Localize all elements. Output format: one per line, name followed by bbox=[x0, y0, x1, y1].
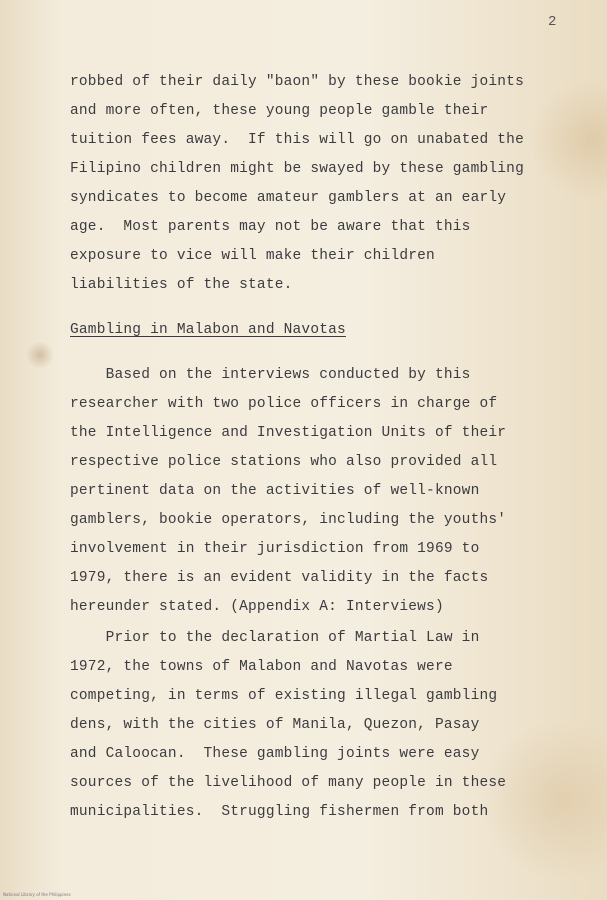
text-line: involvement in their jurisdiction from 1969 to bbox=[70, 541, 480, 557]
text-line: Based on the interviews conducted by this bbox=[70, 367, 471, 383]
text-line: tuition fees away. If this will go on unabated the bbox=[70, 132, 524, 148]
text-line: and Caloocan. These gambling joints were easy bbox=[70, 746, 480, 762]
text-line: 1979, there is an evident validity in the facts bbox=[70, 570, 489, 586]
text-line: dens, with the cities of Manila, Quezon, Pasay bbox=[70, 717, 480, 733]
text-line: municipalities. Struggling fishermen from both bbox=[70, 804, 489, 820]
text-line: sources of the livelihood of many people in these bbox=[70, 775, 507, 791]
text-line: exposure to vice will make their children bbox=[70, 248, 435, 264]
text-line: and more often, these young people gamble their bbox=[70, 103, 489, 119]
text-line: the Intelligence and Investigation Units of their bbox=[70, 425, 507, 441]
text-line: researcher with two police officers in charge of bbox=[70, 396, 498, 412]
section-heading: Gambling in Malabon and Navotas bbox=[70, 322, 346, 338]
text-line: gamblers, bookie operators, including the youths' bbox=[70, 512, 507, 528]
text-line: pertinent data on the activities of well-known bbox=[70, 483, 480, 499]
text-line: liabilities of the state. bbox=[70, 277, 293, 293]
text-line: Prior to the declaration of Martial Law in bbox=[70, 630, 480, 646]
text-line: age. Most parents may not be aware that this bbox=[70, 219, 471, 235]
text-line: syndicates to become amateur gamblers at an early bbox=[70, 190, 507, 206]
text-line: hereunder stated. (Appendix A: Interviews) bbox=[70, 599, 444, 615]
text-line: respective police stations who also provided all bbox=[70, 454, 498, 470]
text-line: robbed of their daily "baon" by these bookie joints bbox=[70, 74, 524, 90]
footer-watermark: National Library of the Philippines bbox=[3, 892, 71, 897]
page-number: 2 bbox=[548, 14, 557, 30]
text-line: competing, in terms of existing illegal gambling bbox=[70, 688, 498, 704]
text-line: 1972, the towns of Malabon and Navotas were bbox=[70, 659, 453, 675]
text-line: Filipino children might be swayed by these gambling bbox=[70, 161, 524, 177]
